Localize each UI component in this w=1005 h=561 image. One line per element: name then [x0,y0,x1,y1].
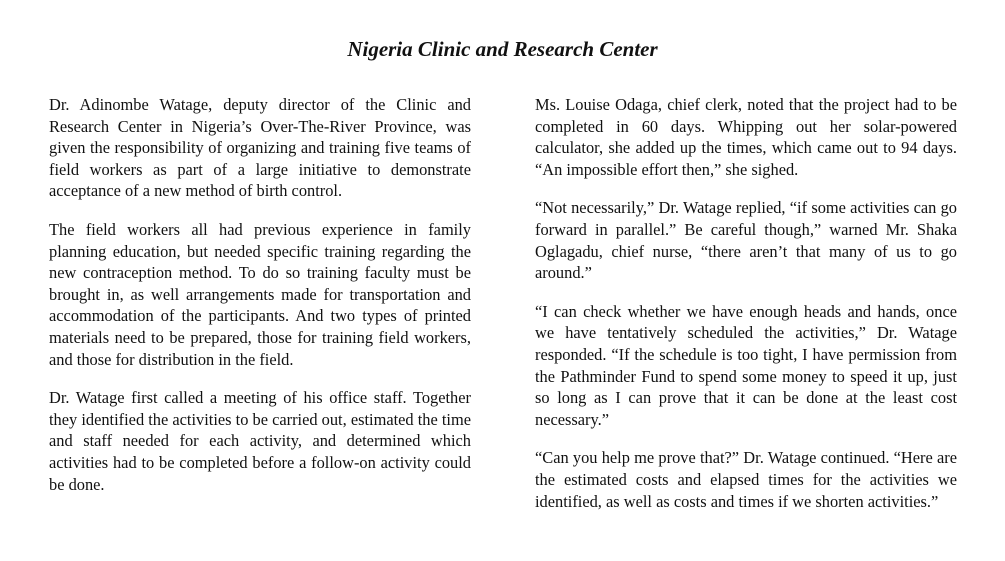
paragraph-meeting: Dr. Watage first called a meeting of his office staff. Together they identified the activities to be carried out, estimated the time and staff needed for each activity, and determined which activities had to be completed before a follow-on activity could be done. [49,388,471,494]
paragraph-deadline: Ms. Louise Odaga, chief clerk, noted that the project had to be completed in 60 days. Whipping out her solar-powered calculator, she added up the times, which came out to 94 days. “An impossible effort then,” she sighed. [535,95,957,179]
paragraph-training: The field workers all had previous experience in family planning education, but needed specific training regarding the new contraception method. To do so training faculty must be brought in, as well arrangements made for transportation and accommodation of the participants. And two types of printed materials need to be prepared, those for training field workers, and those for distribution in the field. [49,219,471,369]
paragraph-parallel: “Not necessarily,” Dr. Watage replied, “if some activities can go forward in parallel.” Be careful though,” warned Mr. Shaka Oglagadu, chief nurse, “there aren’t that many of us to go around.” [535,198,957,283]
document-title: Nigeria Clinic and Research Center [347,37,658,61]
paragraph-schedule: “I can check whether we have enough heads and hands, once we have tentatively scheduled the activities,” Dr. Watage responded. “If the schedule is too tight, I have permission from the Pathminder Fund to spend some money to speed it up, just so long as I can prove that it can be done at the least cost necessary.” [535,301,957,429]
left-column [49,94,471,512]
paragraph-intro: Dr. Adinombe Watage, deputy director of the Clinic and Research Center in Nigeria’s Over-The-River Province, was given the responsibility of organizing and training five teams of field workers as part of a large initiative to demonstrate acceptance of a new method of birth control. [49,95,471,201]
paragraph-costs: “Can you help me prove that?” Dr. Watage continued. “Here are the estimated costs and elapsed times for the activities we identified, as well as costs and times if we shorten activities.” [535,448,957,511]
right-column [535,94,957,529]
